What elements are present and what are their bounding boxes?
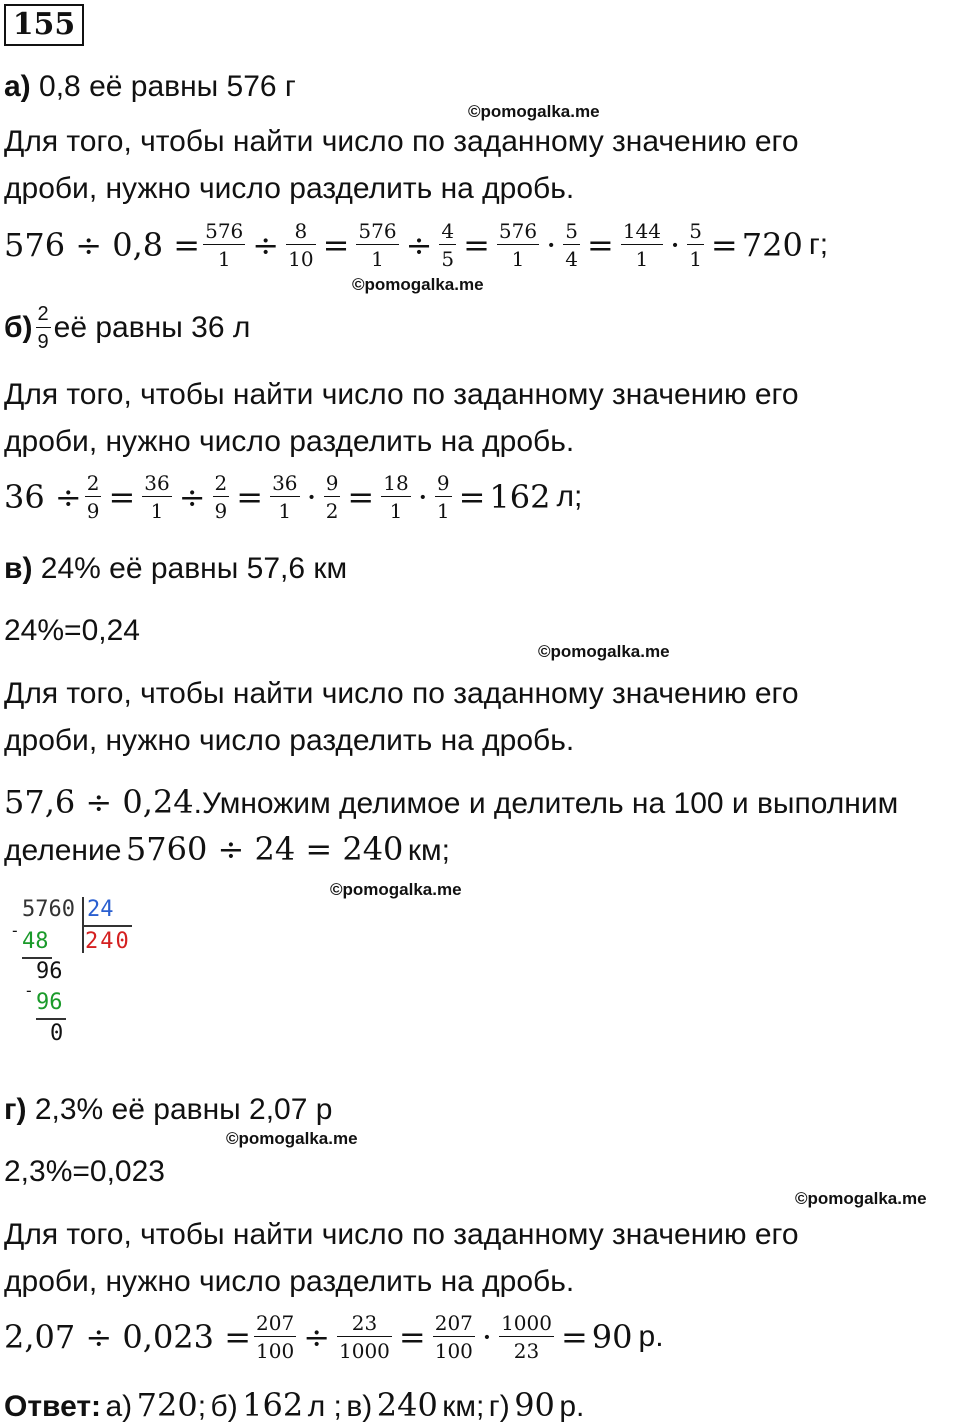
answer-b-value: 162 (242, 1386, 304, 1424)
rule-line-1: Для того, чтобы найти число по заданному значению его (4, 125, 799, 158)
equation-lhs: 36 ÷ (4, 478, 82, 516)
multiply-dot: · (546, 226, 557, 264)
equals-sign: = (458, 478, 486, 516)
fraction: $\frac{5}{1}$ (689, 219, 702, 271)
fraction: $\frac{18}{1}$ (383, 471, 409, 523)
part-d-label: г) (4, 1093, 27, 1126)
equals-sign: = (398, 1318, 426, 1356)
long-division (8, 895, 148, 1050)
fraction: $\frac{8}{10}$ (288, 219, 314, 271)
explanation-text: .Умножим делимое и делитель на 100 и выполним (193, 787, 899, 820)
part-d-condition (4, 1093, 332, 1127)
rule-line-2: дроби, нужно число разделить на дробь. (4, 172, 575, 205)
divide-sign: ÷ (178, 478, 206, 516)
part-d-text: 2,3% её равны 2,07 р (34, 1093, 333, 1126)
multiply-dot: · (306, 478, 317, 516)
percent-conversion: 24%=0,24 (4, 614, 140, 647)
watermark: ©pomogalka.me (468, 102, 600, 121)
part-c-condition (4, 552, 347, 586)
part-a-equation (4, 212, 828, 278)
fraction: $\frac{2}{9}$ (214, 471, 228, 523)
part-b-label: б) (4, 311, 33, 344)
equals-sign: = (322, 226, 350, 264)
explanation-text: деление (4, 834, 122, 867)
multiply-dot: · (417, 478, 428, 516)
answer-separator: ; (197, 1390, 207, 1423)
division-rem2: 0 (50, 1021, 64, 1046)
answer-a-value: 720 (136, 1386, 198, 1424)
answer-line (4, 1386, 584, 1424)
watermark: ©pomogalka.me (795, 1189, 927, 1208)
watermark: ©pomogalka.me (330, 880, 462, 899)
divide-sign: ÷ (252, 226, 280, 264)
rule-line-1: Для того, чтобы найти число по заданному значению его (4, 1218, 799, 1251)
answer-d-unit: р. (559, 1390, 585, 1423)
fraction: $\frac{576}{1}$ (358, 219, 397, 271)
equals-sign: = (710, 226, 738, 264)
equals-sign: = (236, 478, 264, 516)
fraction: $\frac{207}{100}$ (256, 1311, 295, 1363)
equals-sign: = (560, 1318, 588, 1356)
part-a-label: а) (4, 70, 31, 103)
divide-sign: ÷ (303, 1318, 330, 1356)
fraction: $\frac{9}{1}$ (436, 471, 450, 523)
fraction: $\frac{576}{1}$ (498, 219, 538, 271)
answer-b-unit: л ; (307, 1390, 342, 1423)
result: 90 (591, 1318, 633, 1356)
part-a-condition (4, 70, 296, 104)
part-a-text: 0,8 её равны 576 г (39, 70, 296, 103)
multiply-dot: · (481, 1318, 493, 1356)
fraction: $\frac{36}{1}$ (272, 471, 298, 523)
rule-line-2: дроби, нужно число разделить на дробь. (4, 724, 575, 757)
division-bar-horizontal (82, 925, 132, 927)
part-b-equation (4, 464, 582, 530)
multiply-dot: · (670, 226, 681, 264)
answer-c-label: в) (346, 1390, 373, 1423)
division-rem1: 96 (36, 959, 63, 984)
division-dividend: 5760 (22, 897, 75, 922)
answer-d-value: 90 (514, 1386, 555, 1424)
fraction: $\frac{5}{4}$ (565, 219, 579, 271)
part-b-condition (4, 298, 250, 358)
division-quotient: 240 (85, 929, 131, 954)
equals-sign: = (347, 478, 375, 516)
fraction: $\frac{4}{5}$ (441, 219, 455, 271)
fraction: $\frac{36}{1}$ (144, 471, 170, 523)
answer-label: Ответ: (4, 1390, 102, 1423)
fraction: $\frac{9}{2}$ (325, 471, 339, 523)
answer-a-label: а) (105, 1390, 133, 1423)
division-underline (36, 1018, 66, 1020)
equation-lhs: 2,07 ÷ 0,023 = (4, 1318, 251, 1356)
part-c-label: в) (4, 552, 33, 585)
watermark: ©pomogalka.me (226, 1129, 358, 1148)
division-sub2: 96 (36, 990, 63, 1015)
answer-b-label: б) (210, 1390, 238, 1423)
divide-sign: ÷ (405, 226, 433, 264)
rule-line-2: дроби, нужно число разделить на дробь. (4, 1265, 575, 1298)
expression: 5760 ÷ 24 = 240 (125, 830, 404, 868)
equals-sign: = (463, 226, 490, 264)
rule-line-1: Для того, чтобы найти число по заданному значению его (4, 378, 799, 411)
equation-lhs: 576 ÷ 0,8 = (4, 226, 201, 264)
answer-d-label: г) (488, 1390, 510, 1423)
rule-line-2: дроби, нужно число разделить на дробь. (4, 425, 575, 458)
division-divisor: 24 (87, 897, 114, 922)
part-c-explanation-line2 (4, 830, 450, 868)
rule-line-1: Для того, чтобы найти число по заданному значению его (4, 677, 799, 710)
unit: г; (808, 228, 829, 261)
division-sub1: 48 (22, 929, 49, 954)
answer-c-value: 240 (376, 1386, 438, 1424)
equals-sign: = (108, 478, 136, 516)
part-c-text: 24% её равны 57,6 км (40, 552, 348, 585)
equals-sign: = (587, 226, 614, 264)
fraction: $\frac{2}{9}$ (86, 471, 100, 523)
fraction: $\frac{23}{1000}$ (339, 1311, 390, 1363)
part-b-text: её равны 36 л (53, 311, 251, 344)
watermark: ©pomogalka.me (538, 642, 670, 661)
fraction: $\frac{576}{1}$ (205, 219, 244, 271)
part-d-equation (4, 1304, 664, 1370)
percent-conversion: 2,3%=0,023 (4, 1155, 165, 1188)
unit: р. (638, 1320, 664, 1353)
unit: км; (407, 834, 450, 867)
answer-c-unit: км; (442, 1390, 485, 1423)
result: 162 (489, 478, 551, 516)
part-c-explanation-line1 (4, 783, 898, 821)
task-number: 155 (4, 4, 84, 46)
fraction: $\frac{2}{9}$ (37, 303, 49, 353)
minus-sign: - (10, 921, 20, 940)
watermark: ©pomogalka.me (352, 275, 484, 294)
minus-sign: - (24, 981, 34, 1000)
expression: 57,6 ÷ 0,24 (4, 783, 194, 821)
fraction: $\frac{1000}{23}$ (501, 1311, 552, 1363)
result: 720 (741, 226, 803, 264)
unit: л; (556, 480, 583, 513)
fraction: $\frac{144}{1}$ (622, 219, 662, 271)
fraction: $\frac{207}{100}$ (434, 1311, 473, 1363)
